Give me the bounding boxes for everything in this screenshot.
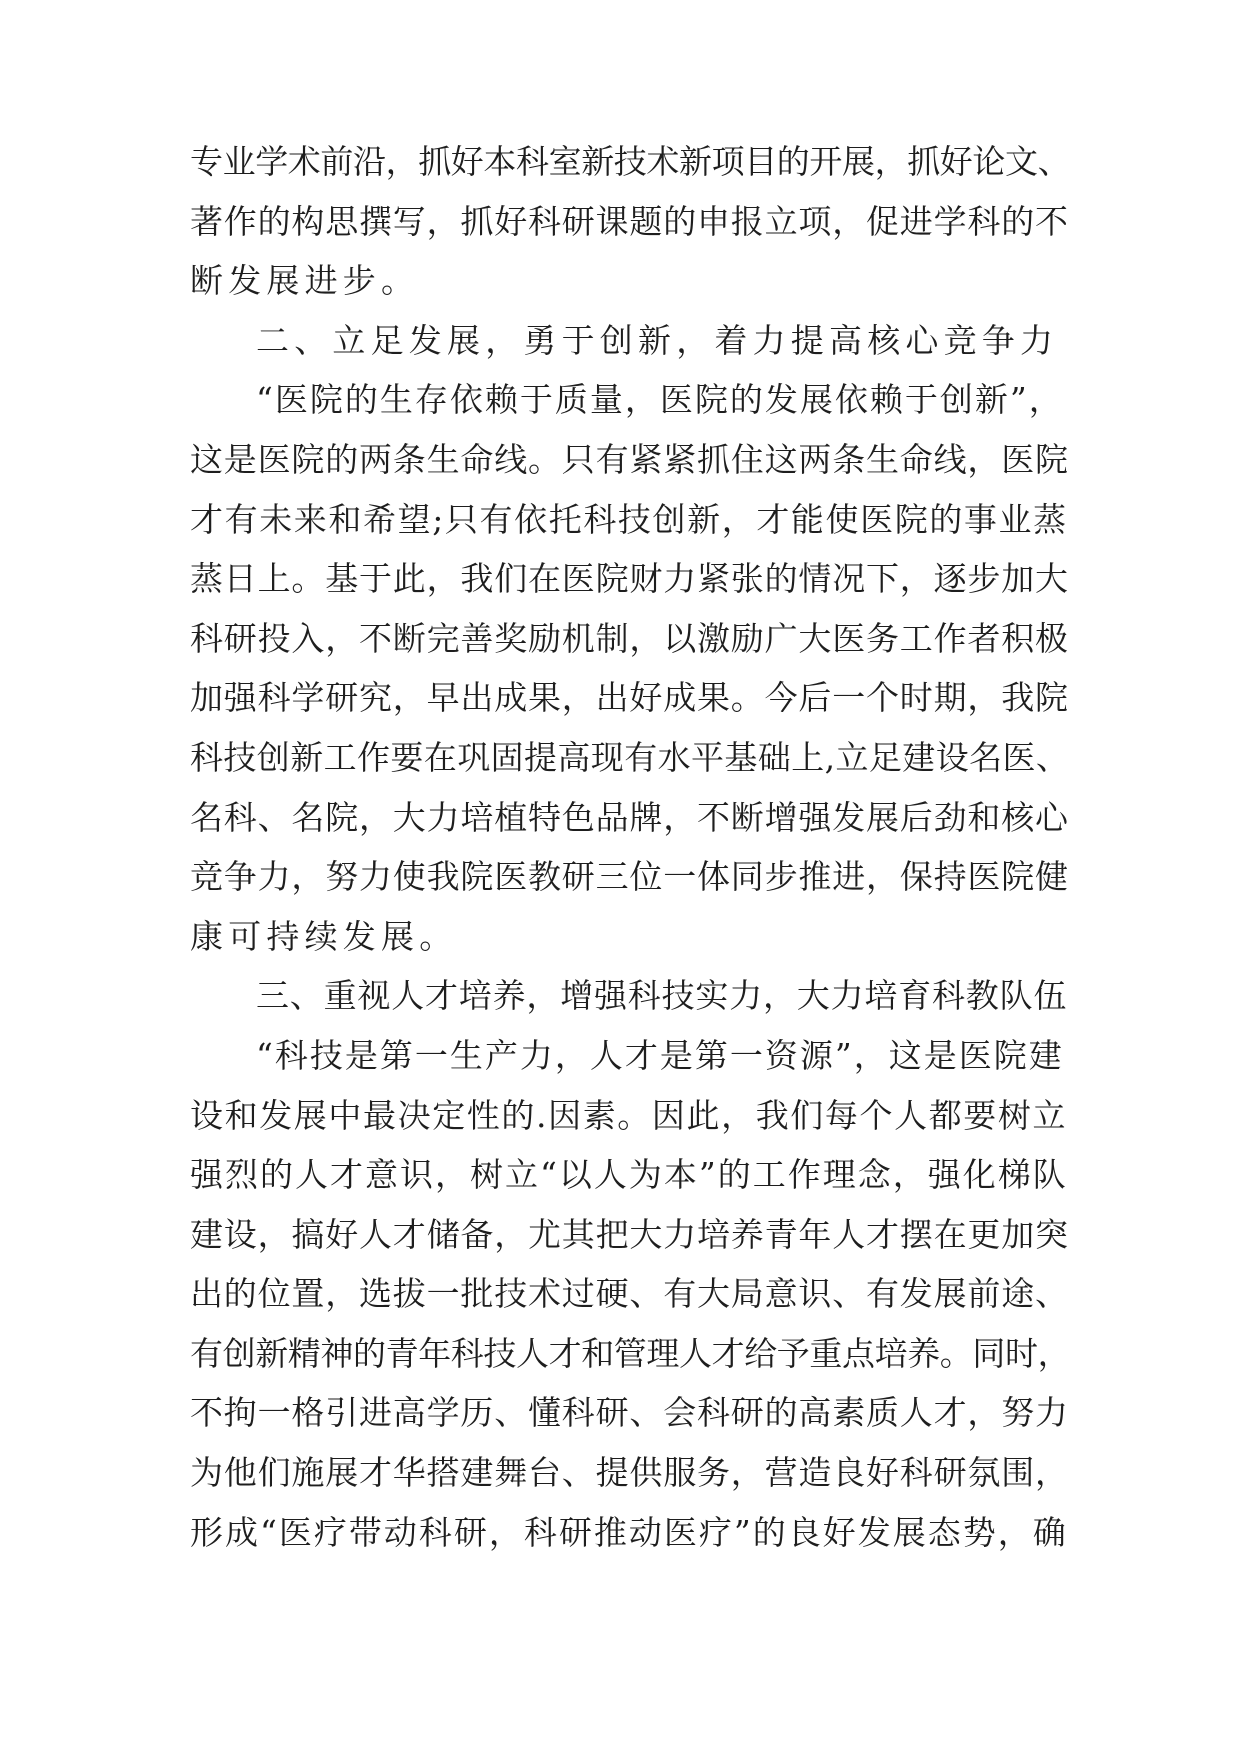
text-line: 名科、名院，大力培植特色品牌，不断增强发展后劲和核心 xyxy=(190,797,1069,837)
text-line: 二、立足发展，勇于创新，着力提高核心竞争力 xyxy=(256,320,1059,360)
text-line: 蒸日上。基于此，我们在医院财力紧张的情况下，逐步加大 xyxy=(190,559,1069,599)
text-line: 专业学术前沿，抓好本科室新技术新项目的开展，抓好论文、 xyxy=(190,142,1071,181)
text-line: 不拘一格引进高学历、懂科研、会科研的高素质人才，努力 xyxy=(190,1393,1069,1433)
body-text xyxy=(190,132,1070,1562)
text-line: 科研投入，不断完善奖励机制，以激励广大医务工作者积极 xyxy=(190,618,1069,658)
text-line: 竞争力，努力使我院医教研三位一体同步推进，保持医院健 xyxy=(190,857,1069,897)
text-line: 才有未来和希望;只有依托科技创新，才能使医院的事业蒸 xyxy=(190,499,1068,539)
text-line: 有创新精神的青年科技人才和管理人才给予重点培养。同时， xyxy=(190,1333,1071,1373)
text-line: 出的位置，选拔一批技术过硬、有大局意识、有发展前途、 xyxy=(190,1274,1069,1314)
text-line: 著作的构思撰写，抓好科研课题的申报立项，促进学科的不 xyxy=(190,201,1069,241)
text-line: 建设，搞好人才储备，尤其把大力培养青年人才摆在更加突 xyxy=(190,1214,1069,1254)
text-line: 康可持续发展。 xyxy=(190,916,458,956)
text-line: “医院的生存依赖于质量，医院的发展依赖于创新”， xyxy=(256,380,1064,420)
text-line: 三、重视人才培养，增强科技实力，大力培育科教队伍 xyxy=(256,976,1068,1016)
text-line: 科技创新工作要在巩固提高现有水平基础上,立足建设名医、 xyxy=(190,737,1070,777)
text-line: 形成“医疗带动科研，科研推动医疗”的良好发展态势，确 xyxy=(190,1512,1068,1552)
text-line: 强烈的人才意识，树立“以人为本”的工作理念，强化梯队 xyxy=(190,1155,1068,1195)
text-line: 加强科学研究，早出成果，出好成果。今后一个时期，我院 xyxy=(190,678,1069,718)
text-line: 这是医院的两条生命线。只有紧紧抓住这两条生命线，医院 xyxy=(190,439,1069,479)
text-line: “科技是第一生产力，人才是第一资源”，这是医院建 xyxy=(256,1035,1064,1075)
text-line: 为他们施展才华搭建舞台、提供服务，营造良好科研氛围， xyxy=(190,1453,1069,1493)
text-line: 设和发展中最决定性的.因素。因此，我们每个人都要树立 xyxy=(190,1095,1068,1135)
text-line: 断发展进步。 xyxy=(190,261,420,301)
